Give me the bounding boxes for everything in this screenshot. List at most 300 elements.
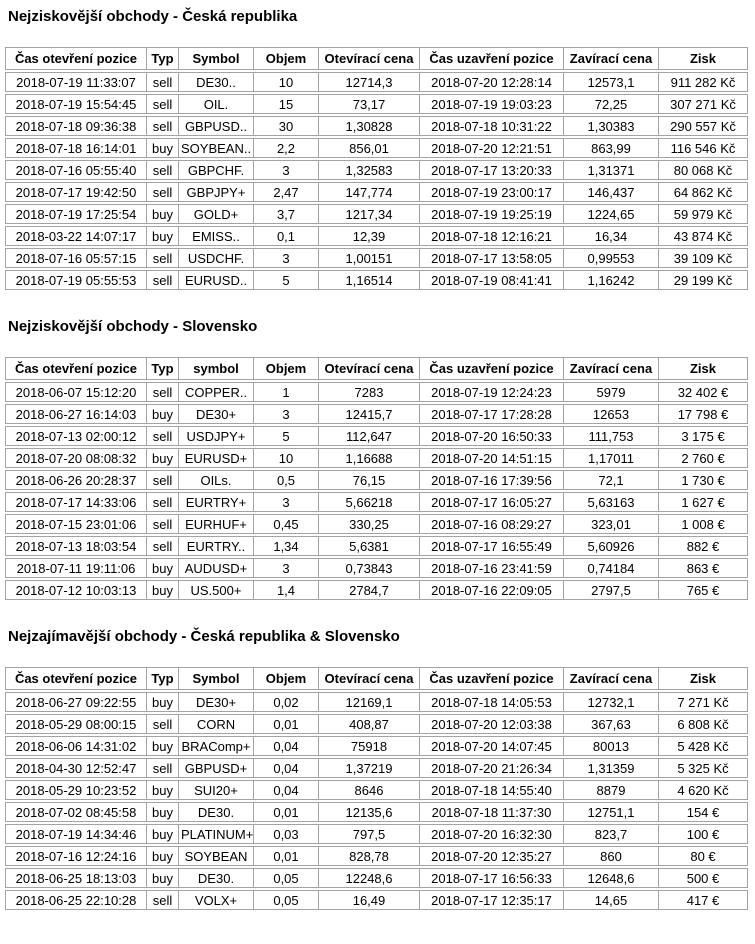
table-cell: 0,1 xyxy=(253,226,318,246)
table-cell: OILs. xyxy=(178,470,253,490)
table-cell: 1,31359 xyxy=(563,758,658,778)
table-cell: DE30. xyxy=(178,802,253,822)
table-cell: 2018-06-27 09:22:55 xyxy=(5,692,146,712)
table-cell: USDCHF. xyxy=(178,248,253,268)
table-cell: 12169,1 xyxy=(318,692,419,712)
table-cell: 860 xyxy=(563,846,658,866)
column-header: Typ xyxy=(146,357,178,380)
table-cell: 2018-07-17 19:42:50 xyxy=(5,182,146,202)
table-row xyxy=(5,226,748,246)
table-cell: 2018-07-16 05:55:40 xyxy=(5,160,146,180)
table-cell: PLATINUM+ xyxy=(178,824,253,844)
column-header: Čas otevření pozice xyxy=(5,667,146,690)
table-cell: 5979 xyxy=(563,382,658,402)
table-cell: 17 798 € xyxy=(658,404,748,424)
table-cell: 2018-07-20 16:50:33 xyxy=(419,426,563,446)
table-row xyxy=(5,580,748,600)
table-cell: 797,5 xyxy=(318,824,419,844)
table-cell: buy xyxy=(146,204,178,224)
table-cell: AUDUSD+ xyxy=(178,558,253,578)
table-cell: EURUSD+ xyxy=(178,448,253,468)
table-cell: buy xyxy=(146,226,178,246)
table-cell: sell xyxy=(146,536,178,556)
column-header: Zavírací cena xyxy=(563,47,658,70)
table-cell: 0,02 xyxy=(253,692,318,712)
table-row xyxy=(5,802,748,822)
table-row xyxy=(5,248,748,268)
table-cell: sell xyxy=(146,470,178,490)
table-cell: GBPUSD.. xyxy=(178,116,253,136)
table-cell: 2018-07-16 17:39:56 xyxy=(419,470,563,490)
table-cell: 2,2 xyxy=(253,138,318,158)
report-section-czech-republic xyxy=(5,8,748,292)
table-cell: sell xyxy=(146,890,178,910)
trades-report xyxy=(5,8,748,912)
table-cell: 2018-07-19 19:25:19 xyxy=(419,204,563,224)
table-cell: 2018-07-19 19:03:23 xyxy=(419,94,563,114)
table-cell: 367,63 xyxy=(563,714,658,734)
table-cell: 8879 xyxy=(563,780,658,800)
table-cell: 3 xyxy=(253,248,318,268)
table-cell: 10 xyxy=(253,448,318,468)
column-header: Čas otevření pozice xyxy=(5,357,146,380)
table-cell: 1,16242 xyxy=(563,270,658,290)
table-cell: 2018-07-20 16:32:30 xyxy=(419,824,563,844)
table-row xyxy=(5,736,748,756)
table-cell: 30 xyxy=(253,116,318,136)
table-cell: buy xyxy=(146,692,178,712)
table-row xyxy=(5,824,748,844)
table-cell: 75918 xyxy=(318,736,419,756)
table-cell: 1,17011 xyxy=(563,448,658,468)
table-cell: 290 557 Kč xyxy=(658,116,748,136)
table-cell: 1,30383 xyxy=(563,116,658,136)
table-row xyxy=(5,714,748,734)
table-cell: 80013 xyxy=(563,736,658,756)
table-cell: 72,1 xyxy=(563,470,658,490)
table-cell: 5,63163 xyxy=(563,492,658,512)
table-cell: 2018-07-19 05:55:53 xyxy=(5,270,146,290)
column-header: Typ xyxy=(146,47,178,70)
table-cell: 0,01 xyxy=(253,846,318,866)
column-header: Čas uzavření pozice xyxy=(419,667,563,690)
table-cell: 1,32583 xyxy=(318,160,419,180)
table-cell: 1,4 xyxy=(253,580,318,600)
table-cell: 2018-07-13 02:00:12 xyxy=(5,426,146,446)
table-cell: buy xyxy=(146,846,178,866)
table-cell: 10 xyxy=(253,72,318,92)
column-header: Zisk xyxy=(658,357,748,380)
column-header: Typ xyxy=(146,667,178,690)
table-cell: 323,01 xyxy=(563,514,658,534)
trades-table-czech-republic xyxy=(5,45,748,292)
table-cell: 5 428 Kč xyxy=(658,736,748,756)
table-cell: 1,37219 xyxy=(318,758,419,778)
table-cell: 2018-06-27 16:14:03 xyxy=(5,404,146,424)
table-cell: 3 xyxy=(253,558,318,578)
table-cell: 2018-07-20 08:08:32 xyxy=(5,448,146,468)
table-cell: sell xyxy=(146,382,178,402)
table-cell: 2018-07-18 16:14:01 xyxy=(5,138,146,158)
section-title: Nejziskovější obchody - Slovensko xyxy=(8,318,258,335)
table-cell: DE30+ xyxy=(178,692,253,712)
table-cell: sell xyxy=(146,182,178,202)
table-cell: buy xyxy=(146,558,178,578)
table-cell: 2018-07-20 12:28:14 xyxy=(419,72,563,92)
trades-table-combined xyxy=(5,665,748,912)
section-title: Nejzajímavější obchody - Česká republika & Slovensko xyxy=(8,628,400,645)
table-cell: 5 325 Kč xyxy=(658,758,748,778)
table-cell: 0,74184 xyxy=(563,558,658,578)
table-cell: GBPJPY+ xyxy=(178,182,253,202)
table-row xyxy=(5,204,748,224)
table-cell: 2018-07-19 15:54:45 xyxy=(5,94,146,114)
table-cell: buy xyxy=(146,780,178,800)
table-cell: 2018-07-19 11:33:07 xyxy=(5,72,146,92)
table-row xyxy=(5,558,748,578)
table-cell: 146,437 xyxy=(563,182,658,202)
table-cell: US.500+ xyxy=(178,580,253,600)
table-cell: 2018-07-20 21:26:34 xyxy=(419,758,563,778)
table-cell: 2018-07-18 14:05:53 xyxy=(419,692,563,712)
table-cell: OIL. xyxy=(178,94,253,114)
table-cell: DE30. xyxy=(178,868,253,888)
table-cell: buy xyxy=(146,868,178,888)
table-cell: 2018-07-18 14:55:40 xyxy=(419,780,563,800)
table-cell: 12732,1 xyxy=(563,692,658,712)
table-cell: 2018-07-19 12:24:23 xyxy=(419,382,563,402)
table-cell: EURTRY+ xyxy=(178,492,253,512)
table-cell: 3 xyxy=(253,404,318,424)
table-cell: SUI20+ xyxy=(178,780,253,800)
table-cell: SOYBEAN xyxy=(178,846,253,866)
table-cell: 2018-07-18 10:31:22 xyxy=(419,116,563,136)
table-cell: 2,47 xyxy=(253,182,318,202)
column-header: Čas otevření pozice xyxy=(5,47,146,70)
table-cell: 2018-07-19 23:00:17 xyxy=(419,182,563,202)
table-cell: 2018-07-19 08:41:41 xyxy=(419,270,563,290)
table-cell: SOYBEAN.. xyxy=(178,138,253,158)
table-cell: sell xyxy=(146,714,178,734)
table-cell: 2018-06-25 22:10:28 xyxy=(5,890,146,910)
table-cell: sell xyxy=(146,270,178,290)
table-cell: sell xyxy=(146,116,178,136)
table-row xyxy=(5,780,748,800)
table-cell: 154 € xyxy=(658,802,748,822)
table-cell: 2018-07-18 11:37:30 xyxy=(419,802,563,822)
table-row xyxy=(5,270,748,290)
table-cell: 2018-07-17 16:55:49 xyxy=(419,536,563,556)
table-cell: VOLX+ xyxy=(178,890,253,910)
table-cell: 1 008 € xyxy=(658,514,748,534)
table-cell: 0,99553 xyxy=(563,248,658,268)
table-row xyxy=(5,160,748,180)
column-header: Otevírací cena xyxy=(318,667,419,690)
table-cell: 0,45 xyxy=(253,514,318,534)
table-cell: 2018-07-20 12:35:27 xyxy=(419,846,563,866)
table-cell: 3 xyxy=(253,492,318,512)
column-header: Otevírací cena xyxy=(318,357,419,380)
table-cell: 6 808 Kč xyxy=(658,714,748,734)
table-cell: 2018-07-16 23:41:59 xyxy=(419,558,563,578)
table-row xyxy=(5,94,748,114)
table-cell: sell xyxy=(146,72,178,92)
table-cell: 0,05 xyxy=(253,890,318,910)
table-cell: 100 € xyxy=(658,824,748,844)
table-cell: 5,66218 xyxy=(318,492,419,512)
table-cell: 2018-06-25 18:13:03 xyxy=(5,868,146,888)
table-cell: 16,49 xyxy=(318,890,419,910)
table-cell: 2018-07-17 13:20:33 xyxy=(419,160,563,180)
column-header: Otevírací cena xyxy=(318,47,419,70)
table-cell: 828,78 xyxy=(318,846,419,866)
table-cell: sell xyxy=(146,426,178,446)
table-cell: 116 546 Kč xyxy=(658,138,748,158)
table-cell: 2018-06-06 14:31:02 xyxy=(5,736,146,756)
table-cell: 2018-07-16 12:24:16 xyxy=(5,846,146,866)
table-cell: 1 627 € xyxy=(658,492,748,512)
table-cell: 2018-05-29 08:00:15 xyxy=(5,714,146,734)
column-header: Objem xyxy=(253,47,318,70)
table-cell: 1224,65 xyxy=(563,204,658,224)
table-row xyxy=(5,426,748,446)
table-cell: GOLD+ xyxy=(178,204,253,224)
table-cell: 911 282 Kč xyxy=(658,72,748,92)
table-cell: 1,16514 xyxy=(318,270,419,290)
table-cell: 2 760 € xyxy=(658,448,748,468)
table-cell: sell xyxy=(146,248,178,268)
report-section-combined xyxy=(5,628,748,912)
table-cell: 7283 xyxy=(318,382,419,402)
table-cell: sell xyxy=(146,514,178,534)
section-title: Nejziskovější obchody - Česká republika xyxy=(8,8,298,25)
table-cell: 3 xyxy=(253,160,318,180)
table-cell: 2018-07-20 12:03:38 xyxy=(419,714,563,734)
table-cell: 29 199 Kč xyxy=(658,270,748,290)
table-cell: 2018-03-22 14:07:17 xyxy=(5,226,146,246)
table-cell: DE30.. xyxy=(178,72,253,92)
table-cell: 2018-07-11 19:11:06 xyxy=(5,558,146,578)
table-row xyxy=(5,116,748,136)
table-cell: 863 € xyxy=(658,558,748,578)
table-cell: 882 € xyxy=(658,536,748,556)
column-header: Čas uzavření pozice xyxy=(419,47,563,70)
table-cell: 2018-07-17 13:58:05 xyxy=(419,248,563,268)
table-cell: 15 xyxy=(253,94,318,114)
table-cell: GBPCHF. xyxy=(178,160,253,180)
table-cell: CORN xyxy=(178,714,253,734)
table-cell: 500 € xyxy=(658,868,748,888)
table-row xyxy=(5,448,748,468)
table-cell: USDJPY+ xyxy=(178,426,253,446)
table-cell: 12573,1 xyxy=(563,72,658,92)
table-cell: 2018-07-15 23:01:06 xyxy=(5,514,146,534)
table-cell: COPPER.. xyxy=(178,382,253,402)
table-row xyxy=(5,138,748,158)
table-cell: 5,60926 xyxy=(563,536,658,556)
table-row xyxy=(5,404,748,424)
table-cell: 2018-07-20 12:21:51 xyxy=(419,138,563,158)
table-cell: 863,99 xyxy=(563,138,658,158)
table-cell: 0,04 xyxy=(253,758,318,778)
table-cell: 64 862 Kč xyxy=(658,182,748,202)
column-header: Zisk xyxy=(658,667,748,690)
table-cell: 1,00151 xyxy=(318,248,419,268)
table-cell: 12751,1 xyxy=(563,802,658,822)
table-cell: 2018-07-19 17:25:54 xyxy=(5,204,146,224)
table-cell: 12415,7 xyxy=(318,404,419,424)
table-cell: buy xyxy=(146,448,178,468)
column-header: Zavírací cena xyxy=(563,667,658,690)
table-header-row xyxy=(5,357,748,380)
table-cell: 1,30828 xyxy=(318,116,419,136)
table-cell: 59 979 Kč xyxy=(658,204,748,224)
table-row xyxy=(5,846,748,866)
table-cell: buy xyxy=(146,138,178,158)
table-cell: buy xyxy=(146,736,178,756)
table-cell: 2018-07-16 05:57:15 xyxy=(5,248,146,268)
table-row xyxy=(5,72,748,92)
table-row xyxy=(5,492,748,512)
table-row xyxy=(5,758,748,778)
table-cell: DE30+ xyxy=(178,404,253,424)
table-cell: 2018-07-20 14:07:45 xyxy=(419,736,563,756)
table-cell: 43 874 Kč xyxy=(658,226,748,246)
table-cell: 2018-07-19 14:34:46 xyxy=(5,824,146,844)
table-cell: EURTRY.. xyxy=(178,536,253,556)
table-cell: 111,753 xyxy=(563,426,658,446)
table-cell: 2018-07-16 22:09:05 xyxy=(419,580,563,600)
table-row xyxy=(5,868,748,888)
table-header-row xyxy=(5,667,748,690)
table-cell: 12653 xyxy=(563,404,658,424)
table-cell: 2018-07-17 12:35:17 xyxy=(419,890,563,910)
column-header: Objem xyxy=(253,357,318,380)
table-cell: 1,34 xyxy=(253,536,318,556)
table-cell: 417 € xyxy=(658,890,748,910)
table-cell: 0,04 xyxy=(253,736,318,756)
table-cell: 0,01 xyxy=(253,714,318,734)
table-row xyxy=(5,890,748,910)
table-cell: 3,7 xyxy=(253,204,318,224)
column-header: Symbol xyxy=(178,47,253,70)
table-cell: 0,05 xyxy=(253,868,318,888)
table-cell: sell xyxy=(146,160,178,180)
table-row xyxy=(5,382,748,402)
table-header-row xyxy=(5,47,748,70)
table-cell: BRAComp+ xyxy=(178,736,253,756)
table-cell: 2018-05-29 10:23:52 xyxy=(5,780,146,800)
table-cell: 2018-07-17 16:56:33 xyxy=(419,868,563,888)
table-cell: 2018-07-17 17:28:28 xyxy=(419,404,563,424)
table-cell: 2784,7 xyxy=(318,580,419,600)
table-cell: GBPUSD+ xyxy=(178,758,253,778)
table-cell: EMISS.. xyxy=(178,226,253,246)
table-cell: 2018-06-07 15:12:20 xyxy=(5,382,146,402)
column-header: Objem xyxy=(253,667,318,690)
table-cell: 2018-07-18 12:16:21 xyxy=(419,226,563,246)
table-cell: sell xyxy=(146,492,178,512)
table-cell: sell xyxy=(146,758,178,778)
table-cell: 73,17 xyxy=(318,94,419,114)
table-cell: 765 € xyxy=(658,580,748,600)
table-row xyxy=(5,514,748,534)
column-header: Zisk xyxy=(658,47,748,70)
table-cell: 2018-04-30 12:52:47 xyxy=(5,758,146,778)
table-cell: 7 271 Kč xyxy=(658,692,748,712)
table-cell: 1 xyxy=(253,382,318,402)
table-row xyxy=(5,692,748,712)
table-cell: 80 068 Kč xyxy=(658,160,748,180)
table-cell: 72,25 xyxy=(563,94,658,114)
report-section-slovakia xyxy=(5,318,748,602)
table-cell: 2018-07-12 10:03:13 xyxy=(5,580,146,600)
column-header: symbol xyxy=(178,357,253,380)
table-cell: buy xyxy=(146,580,178,600)
table-cell: 1 730 € xyxy=(658,470,748,490)
table-cell: 80 € xyxy=(658,846,748,866)
table-row xyxy=(5,536,748,556)
table-cell: 823,7 xyxy=(563,824,658,844)
table-cell: 0,04 xyxy=(253,780,318,800)
table-cell: buy xyxy=(146,802,178,822)
column-header: Čas uzavření pozice xyxy=(419,357,563,380)
table-cell: 1,31371 xyxy=(563,160,658,180)
table-cell: buy xyxy=(146,404,178,424)
table-cell: 14,65 xyxy=(563,890,658,910)
table-cell: 1,16688 xyxy=(318,448,419,468)
table-row xyxy=(5,182,748,202)
table-cell: 12135,6 xyxy=(318,802,419,822)
table-cell: 12648,6 xyxy=(563,868,658,888)
table-cell: 12248,6 xyxy=(318,868,419,888)
table-cell: 2018-07-17 16:05:27 xyxy=(419,492,563,512)
table-cell: 5 xyxy=(253,270,318,290)
table-row xyxy=(5,470,748,490)
table-cell: 0,03 xyxy=(253,824,318,844)
table-cell: 1217,34 xyxy=(318,204,419,224)
table-cell: 2018-07-20 14:51:15 xyxy=(419,448,563,468)
table-cell: 5 xyxy=(253,426,318,446)
table-cell: 408,87 xyxy=(318,714,419,734)
table-cell: 39 109 Kč xyxy=(658,248,748,268)
table-cell: sell xyxy=(146,94,178,114)
table-cell: 4 620 Kč xyxy=(658,780,748,800)
table-cell: 76,15 xyxy=(318,470,419,490)
table-cell: 3 175 € xyxy=(658,426,748,446)
table-cell: 12,39 xyxy=(318,226,419,246)
table-cell: 307 271 Kč xyxy=(658,94,748,114)
table-cell: 2018-07-13 18:03:54 xyxy=(5,536,146,556)
table-cell: 8646 xyxy=(318,780,419,800)
column-header: Symbol xyxy=(178,667,253,690)
table-cell: buy xyxy=(146,824,178,844)
table-cell: 112,647 xyxy=(318,426,419,446)
table-cell: 856,01 xyxy=(318,138,419,158)
table-cell: 2797,5 xyxy=(563,580,658,600)
table-cell: 2018-07-18 09:36:38 xyxy=(5,116,146,136)
table-cell: 0,73843 xyxy=(318,558,419,578)
trades-table-slovakia xyxy=(5,355,748,602)
table-cell: 5,6381 xyxy=(318,536,419,556)
table-cell: EURUSD.. xyxy=(178,270,253,290)
table-cell: 32 402 € xyxy=(658,382,748,402)
table-cell: 2018-07-17 14:33:06 xyxy=(5,492,146,512)
table-cell: 0,01 xyxy=(253,802,318,822)
table-cell: 0,5 xyxy=(253,470,318,490)
table-cell: 2018-07-02 08:45:58 xyxy=(5,802,146,822)
table-cell: EURHUF+ xyxy=(178,514,253,534)
